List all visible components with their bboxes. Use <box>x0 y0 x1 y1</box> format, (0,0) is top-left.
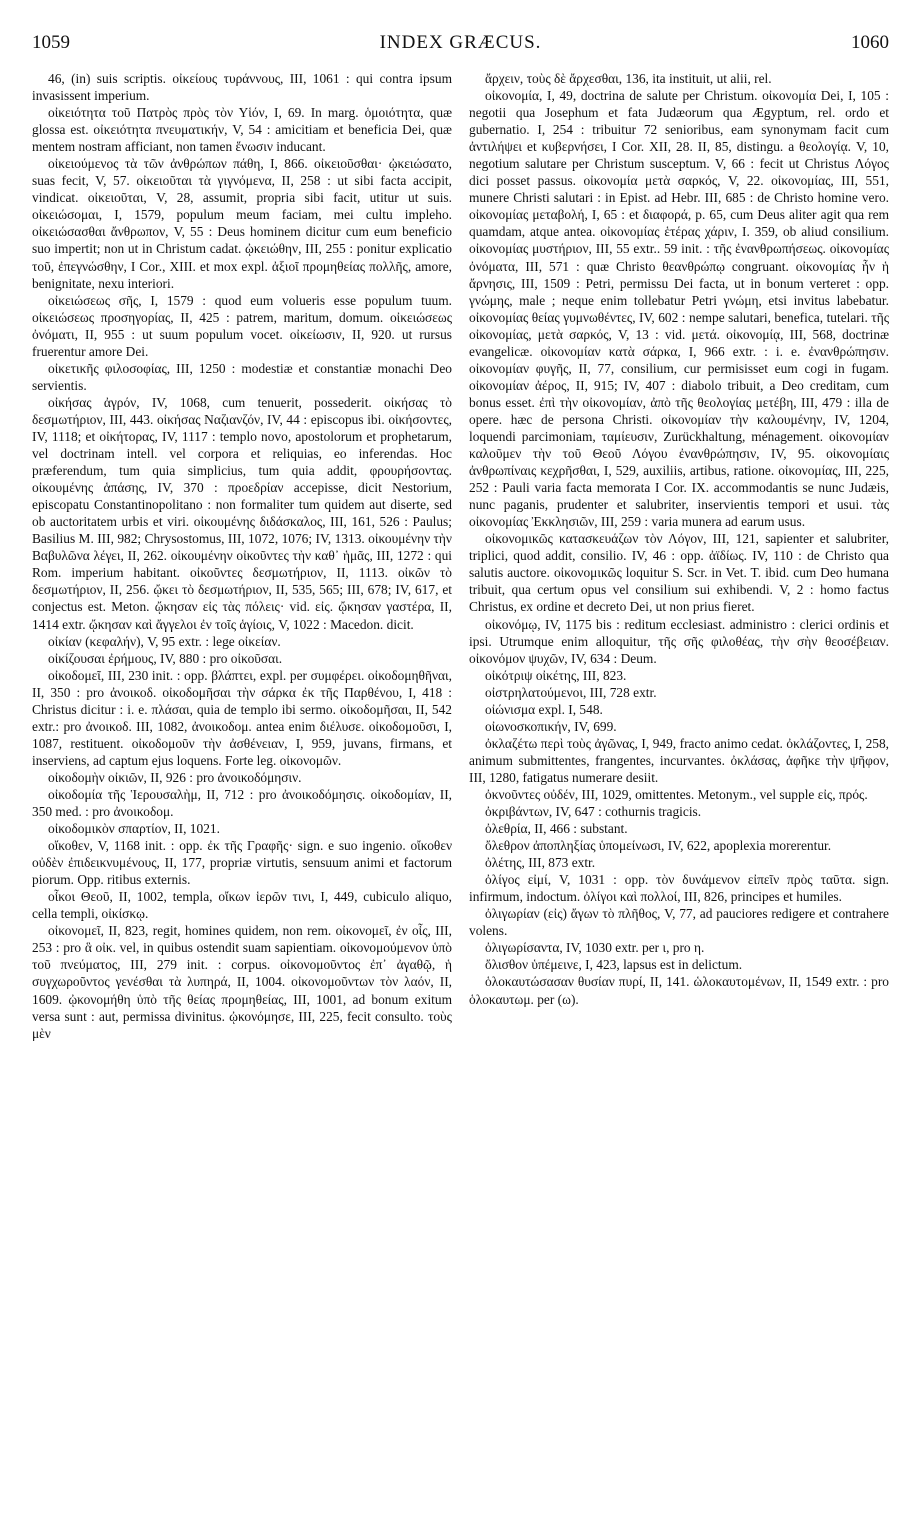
index-entry: οἰώνισμα expl. I, 548. <box>485 701 603 717</box>
index-entry: οἶκοι Θεοῦ, II, 1002, templa, οἴκων ἱερῶν τινι, I, 449, cubiculo aliquo, cella templi, οἰκίσκῳ. <box>32 889 452 922</box>
index-entry: ὀκλαζέτω περὶ τοὺς ἀγῶνας, I, 949, fracto animo cedat. ὀκλάζοντες, I, 258, animum submittentes, frangentes, incurvantes. ὀκλάσας, ἀφῆκε τὴν ψῆφον, III, 1280, fatigatus numerare desiit. <box>469 735 889 785</box>
right-column <box>469 70 889 1510</box>
index-entry: οἰκονόμῳ, IV, 1175 bis : reditum ecclesiast. administro : clerici ordinis et ipsi. Utrumque enim alloquitur, τῆς σῆς φιλοθέας, τὴν σὴν θεοσέβειαν. οἰκονόμον ψυχῶν, IV, 634 : Deum. <box>469 616 889 666</box>
index-entry: 46, (in) suis scriptis. οἰκείους τυράννους, III, 1061 : qui contra ipsum invasissent imperium. <box>32 71 452 104</box>
index-entry: ἄρχειν, τοὺς δὲ ἄρχεσθαι, 136, ita instituit, ut alii, rel. <box>485 71 772 86</box>
page-number-right: 1060 <box>851 32 889 53</box>
index-entry: ὀκνοῦντες οὐδέν, III, 1029, omittentes. Metonym., vel supple εἰς, πρός. <box>485 786 868 802</box>
index-entry: οἰκοδομεῖ, III, 230 init. : opp. βλάπτει, expl. per συμφέρει. οἰκοδομηθῆναι, II, 350 : pro ἀνοικοδ. οἰκοδομῆσαι τὴν σάρκα ἐκ τῆς Παρθένου, I, 418 : Christus dicitur : i. e. πλάσαι, quia de templo ibi sermo. οἰκοδομῆσαι, II, 542 extr.: pro ἀνοικοδ. III, 1082, ἀνοικοδομ. antea enim διέλυσε. οἰκοδομοῦσι, I, 1087, restituent. οἰκοδομοῦν τὴν ἀσθένειαν, I, 959, juvans, firmans, et inserviens, ad captum ejus loquens. Forte leg. οἰκονομῶν. <box>32 667 452 768</box>
index-entry: οἰκειώσεως σῆς, I, 1579 : quod eum volueris esse populum tuum. οἰκειώσεως προσηγορίας, II, 425 : patrem, maritum, domum. οἰκειώσεως ὀνόματι, II, 955 : ut suum populum vocet. οἰκείωσιν, II, 920. ut rursus fruerentur amore Dei. <box>32 292 452 359</box>
index-entry: ὀλιγωρίαν (εἰς) ἄγων τὸ πλῆθος, V, 77, ad pauciores redigere et contrahere volens. <box>469 906 889 939</box>
index-entry: οἰκονομικῶς κατασκευάζων τὸν Λόγον, III, 121, sapienter et salubriter, triplici, quod addit, consilio. IV, 46 : opp. ἀϊδίως. IV, 110 : de Christo qua salutis auctore. οἰκονομικῶς loquitur S. Scr. in Vet. T. ibid. cum Deo humana tribuit, qua certum opus vel consilium sui exhibendi. V, 2 : homo factus Christus, ex ordine et decreto Dei, ut non prius fieret. <box>469 531 889 615</box>
index-entry: οἰκίζουσαι ἐρήμους, IV, 880 : pro οἰκοῦσαι. <box>48 650 283 666</box>
index-entry: οἰκοδομικὸν σπαρτίον, II, 1021. <box>48 821 220 837</box>
index-entry: ὀλιγωρίσαντα, IV, 1030 extr. per ι, pro η. <box>485 940 705 956</box>
index-entry: οἰκονομία, I, 49, doctrina de salute per Christum. οἰκονομία Dei, I, 105 : negotii qua Josephum et fata Judæorum qua Ægyptum, rel. ordo et gubernatio. I, 254 : tribuitur 72 senioribus, eam synonymam facit cum ἀντιλήψει et κυβερνήσει, I Cor. XII, 28. II, 85, distingu. a θεολογίᾳ. V, 10, negotium salutare per Christum susceptum. V, 66 : fecit ut Christus Λόγος dici posset passus. οἰκονομία μετὰ σαρκός, V, 22. οἰκονομίας, III, 551, munere Christi salutari : in Epist. ad Hebr. III, 685 : de Christo homine vero. οἰκονομίας μεταβολή, I, 65 : et διαφορά, p. 65, cum Deus aliter agit qua rem quamdam, atque antea. οἰκονομίας ἑτέρας χάριν, I. 359, ob aliud consilium. οἰκονομίας μυστήριον, III, 55 extr.. 59 init. : τῆς ἐνανθρωπήσεως. οἰκονομίας ὀνόματα, III, 571 : quæ Christo θεανθρώπῳ congruant. οἰκονομίας ἦν ἡ ἄρνησις, III, 1509 : Petri, permissu Dei facta, ut in bonum verteret : opp. γνώμης, male ; neque enim tollebatur Petri γνώμη, etsi invitus labebatur. οἰκονομίας θείας γυμνωθέντες, IV, 602 : nempe salutari, benefica, tutelari. τῆς οἰκονομίας, μετὰ σαρκός, V, 13 : vid. μετά. οἰκονομίᾳ, III, 568, doctrinæ evangelicæ. οἰκονομίαν κατὰ σάρκα, I, 966 extr. : i. e. ἐνανθρώπησιν. οἰκονομίαν φυγῆς, II, 77, consilium, cur permisisset eum cogi in fugam. οἰκονομίαν ἀέρος, II, 915; IV, 407 : diabolo tribuit, a Deo creditam, cum bonus esset. ἐπὶ τὴν οἰκονομίαν, ἀπὸ τῆς θεολογίας μετέβη, III, 479 : illa de opere. hæc de persona Christi. οἰκονομίαν τὴν καλουμένην, IV, 1204, loquendi parcimoniam, ταμίευσιν, Zurückhaltung, ménagement. οἰκονομίαν καλοῦμεν τὴν τοῦ Θεοῦ Λόγου ἐνανθρώπησιν, IV, 95. οἰκονομίαις ἀνθρωπίναις κεχρῆσθαι, I, 529, auxiliis, artibus, ratione. οἰκονομίας, III, 225, 252 : Pauli varia facta memorata I Cor. IX. accommodantis se nunc Judæis, nunc paganis, prudenter et salubriter, inservientis tempori et usui. τὰς οἰκονομίας Ἐκκλησιῶν, III, 259 : varia munera ad earum usus. <box>469 88 889 530</box>
index-entry: οἰκονομεῖ, II, 823, regit, homines quidem, non rem. οἰκονομεῖ, ἐν οἷς, III, 253 : pro ἃ οἰκ. vel, in quibus ostendit suam sapientiam. οἰκονομούμενον ὑπὸ τοῦ πνεύματος, III, 279 init. : corpus. οἰκονομοῦντος ἐπ᾽ ἀγαθῷ, ἡ συγχωροῦντος γενέσθαι τὰ λυπηρά, II, 1004. οἰκονομοῦντων τὸν λαόν, II, 1609. ᾠκονομήθη ὑπὸ τῆς θείας προμηθείας, III, 1001, ad bonum exitum versa sunt : aut, permissa divinitus. ᾠκονόμησε, III, 225, fecit consulto. τοὺς μὲν <box>32 923 452 1041</box>
index-entry: οἰκοδομία τῆς Ἱερουσαλὴμ, II, 712 : pro ἀνοικοδόμησις. οἰκοδομίαν, II, 350 med. : pro ἀνοικοδομ. <box>32 786 452 820</box>
index-entry: οἰωνοσκοπικήν, IV, 699. <box>485 718 617 734</box>
index-entry: ὀλέτης, III, 873 extr. <box>485 855 596 871</box>
index-entry: ὀκριβάντων, IV, 647 : cothurnis tragicis. <box>485 804 702 820</box>
index-entry: οἰστρηλατούμενοι, III, 728 extr. <box>485 684 657 700</box>
index-entry: ὁλοκαυτώσασαν θυσίαν πυρί, II, 141. ὡλοκαυτομένων, II, 1549 extr. : pro ὁλοκαυτωμ. per (ω). <box>469 974 889 1007</box>
index-entry: ὀλίγος εἰμί, V, 1031 : opp. τὸν δυνάμενον εἰπεῖν πρὸς ταῦτα. sign. infirmum, indoctum. ὀλίγοι καὶ πολλοί, III, 826, principes et humiles. <box>469 872 889 905</box>
index-entry: οἰκήσας ἀγρόν, IV, 1068, cum tenuerit, possederit. οἰκήσας τὸ δεσμωτήριον, III, 443. οἰκήσας Ναζιανζόν, IV, 44 : episcopus ibi. οἰκήσοντες, IV, 1118; et οἰκήτορας, IV, 1117 : templo novo, apostolorum et prophetarum, vel doctrinam intell. vel corpora et reliquias, eo inferendas. Hoc præferendum, tum quia simplicius, tum quia addit, φρουρήσοντας. οἰκουμένης ἁπάσης, IV, 370 : προεδρίαν accepisse, dicit Nestorium, episcopatu Constantinopolitano : non formaliter tum quidem aut diserte, sed ob auctoritatem urbis et viri. οἰκουμένης διδάσκαλος, III, 161, 526 : Paulus; Basilius M. III, 982; Chrysostomus, III, 1072, 1076; IV, 1313. οἰκουμένην τὴν Βαβυλῶνα λέγει, II, 262. οἰκουμένην οἰκοῦντες τὴν καθ᾽ ἡμᾶς, III, 1272 : qui Rom. imperium habitant. οἰκοῦντες δεσμωτήριον, II, 1113. οἰκῶν τὸ δεσμωτήριον, II, 256. ᾤκει τὸ δεσμωτήριον, II, 535, 565; III, 678; IV, 617, et conjectus est. Meton. ᾤκησαν εἰς τὰς πόλεις· vid. εἰς. ᾤκησαν γαστέρα, II, 1414 extr. ᾤκησαν καὶ ἄγγελοι ἐν τοῖς ἁγίοις, V, 1022 : Macedon. dicit. <box>32 394 452 632</box>
page-number-left: 1059 <box>32 32 70 53</box>
index-entry: ὄλεθρον ἀποπληξίας ὑπομείνωσι, IV, 622, apoplexia morerentur. <box>485 838 832 854</box>
index-entry: οἰκετικῆς φιλοσοφίας, III, 1250 : modestiæ et constantiæ monachi Deo servientis. <box>32 360 452 393</box>
index-entry: οἰκοδομὴν οἰκιῶν, II, 926 : pro ἀνοικοδόμησιν. <box>48 769 302 785</box>
index-entry: ὀλεθρία, II, 466 : substant. <box>485 821 628 837</box>
index-entry: ὄλισθον ὑπέμεινε, I, 423, lapsus est in delictum. <box>485 957 743 973</box>
page-title: INDEX GRÆCUS. <box>379 32 542 53</box>
index-entry: οἴκοθεν, V, 1168 init. : opp. ἐκ τῆς Γραφῆς· sign. e suo ingenio. οἴκοθεν οὐδὲν ἐπιδεικνυμένους, II, 177, propriæ virtutis, sensuum animi et factorum piorum. Opp. ritibus externis. <box>32 838 452 888</box>
running-header <box>32 32 889 62</box>
index-entry: οἰκειούμενος τὰ τῶν ἀνθρώπων πάθη, I, 866. οἰκειοῦσθαι· ᾠκειώσατο, suas fecit, V, 57. οἰκειοῦται τὰ γιγνόμενα, II, 258 : ut sibi facta accipit, vindicat. οἰκειοῦται, V, 28, assumit, propria sibi facit, utitur ut suis. οἰκειώσομαι, I, 1579, populum meum faciam, mei cultu impleho. οἰκειώσασθαι ἄνθρωπον, V, 55 : Deus hominem dicitur cum eum beneficio suo impertit; non ut in Christum cadat. ᾠκειώθην, III, 255 : ponitur explicatio τοῦ, ἐπεγνώσθην, I Cor., XIII. et mox expl. ἀξιοῖ προμηθείας πολλῆς, amore, benignitate, nexu interiori. <box>32 156 452 291</box>
left-column <box>32 70 452 1510</box>
index-entry: οἰκίαν (κεφαλήν), V, 95 extr. : lege οἰκείαν. <box>48 633 281 649</box>
index-entry: οἰκειότητα τοῦ Πατρὸς πρὸς τὸν Υἱόν, I, 69. In marg. ὁμοιότητα, quæ glossa est. οἰκειότητα πνευματικήν, V, 54 : amicitiam et beneficia Dei, quæ mentem nostram afficiant, non tamen ἕνωσιν inducant. <box>32 105 452 155</box>
index-entry: οἰκότριψ οἰκέτης, III, 823. <box>485 667 627 683</box>
